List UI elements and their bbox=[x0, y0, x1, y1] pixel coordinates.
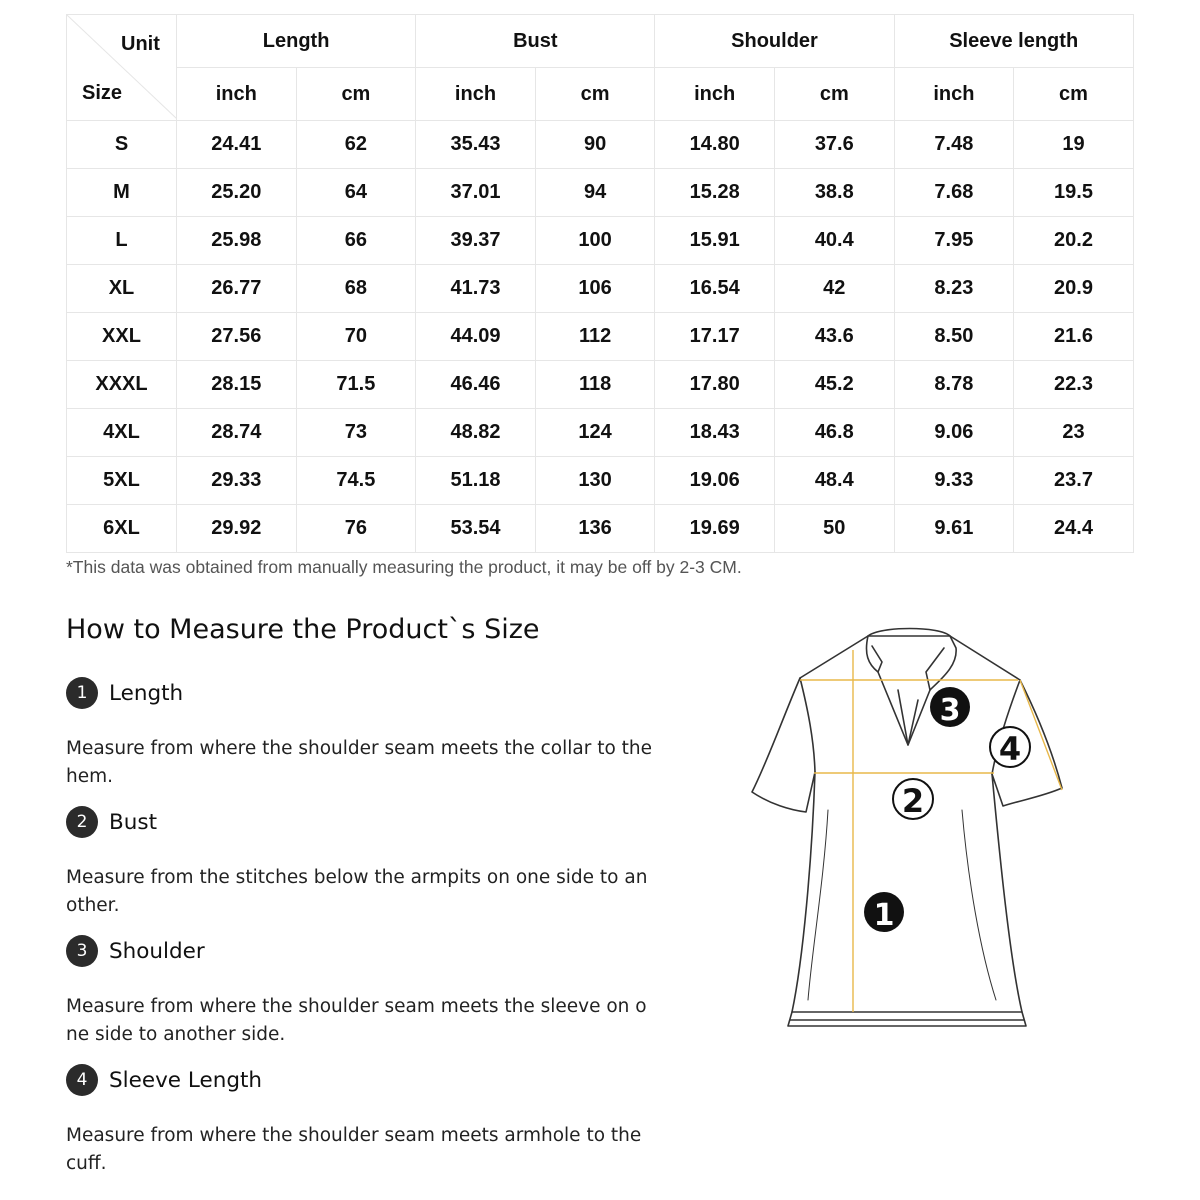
measurement-cell: 19.5 bbox=[1014, 169, 1134, 217]
measurement-cell: 73 bbox=[296, 409, 416, 457]
measurement-cell: 48.4 bbox=[774, 457, 894, 505]
measurement-cell: 45.2 bbox=[774, 361, 894, 409]
measurement-cell: 19.06 bbox=[655, 457, 775, 505]
measurement-cell: 51.18 bbox=[416, 457, 536, 505]
measurement-cell: 39.37 bbox=[416, 217, 536, 265]
measurement-cell: 18.43 bbox=[655, 409, 775, 457]
size-cell: 5XL bbox=[67, 457, 177, 505]
measurement-cell: 40.4 bbox=[774, 217, 894, 265]
unit-header-cell: inch bbox=[416, 68, 536, 121]
step-label: Bust bbox=[109, 809, 158, 835]
size-label: Size bbox=[82, 82, 123, 104]
step-label: Shoulder bbox=[109, 938, 205, 964]
marker-shoulder: 3 bbox=[939, 693, 961, 728]
step-description: Measure from where the shoulder seam meets the collar to the hem. bbox=[66, 738, 653, 787]
measurement-cell: 20.9 bbox=[1014, 265, 1134, 313]
table-row bbox=[67, 121, 1134, 169]
measurement-cell: 50 bbox=[774, 505, 894, 553]
measurement-cell: 48.82 bbox=[416, 409, 536, 457]
table-row bbox=[67, 361, 1134, 409]
measurement-cell: 53.54 bbox=[416, 505, 536, 553]
measurement-cell: 22.3 bbox=[1014, 361, 1134, 409]
measurement-cell: 37.6 bbox=[774, 121, 894, 169]
table-unit-header-row bbox=[67, 68, 1134, 121]
measurement-cell: 76 bbox=[296, 505, 416, 553]
measurement-note: *This data was obtained from manually measuring the product, it may be off by 2-3 CM. bbox=[66, 557, 742, 577]
size-cell: S bbox=[67, 121, 177, 169]
table-row bbox=[67, 505, 1134, 553]
table-row bbox=[67, 457, 1134, 505]
size-cell: XXXL bbox=[67, 361, 177, 409]
measurement-cell: 25.98 bbox=[177, 217, 297, 265]
measurement-cell: 74.5 bbox=[296, 457, 416, 505]
measurement-cell: 46.46 bbox=[416, 361, 536, 409]
group-header-sleeve-length: Sleeve length bbox=[894, 15, 1133, 68]
measurement-cell: 9.61 bbox=[894, 505, 1014, 553]
measurement-cell: 16.54 bbox=[655, 265, 775, 313]
measurement-cell: 8.78 bbox=[894, 361, 1014, 409]
measurement-cell: 7.48 bbox=[894, 121, 1014, 169]
measurement-cell: 46.8 bbox=[774, 409, 894, 457]
measurement-cell: 8.23 bbox=[894, 265, 1014, 313]
marker-sleeve-length: 4 bbox=[998, 730, 1022, 768]
measurement-cell: 37.01 bbox=[416, 169, 536, 217]
measurement-cell: 23.7 bbox=[1014, 457, 1134, 505]
group-header-bust: Bust bbox=[416, 15, 655, 68]
step-bust bbox=[66, 805, 656, 920]
table-row bbox=[67, 265, 1134, 313]
size-cell: L bbox=[67, 217, 177, 265]
measurement-cell: 9.33 bbox=[894, 457, 1014, 505]
measurement-cell: 68 bbox=[296, 265, 416, 313]
measurement-cell: 28.15 bbox=[177, 361, 297, 409]
table-group-header-row bbox=[67, 15, 1134, 68]
measurement-cell: 90 bbox=[535, 121, 655, 169]
measurement-cell: 124 bbox=[535, 409, 655, 457]
group-header-shoulder: Shoulder bbox=[655, 15, 894, 68]
step-number-badge: 2 bbox=[66, 806, 98, 838]
group-header-length: Length bbox=[177, 15, 416, 68]
unit-label: Unit bbox=[121, 33, 160, 55]
measurement-cell: 24.4 bbox=[1014, 505, 1134, 553]
measurement-cell: 43.6 bbox=[774, 313, 894, 361]
step-length bbox=[66, 676, 656, 791]
step-description: Measure from where the shoulder seam meets the sleeve on o ne side to another side. bbox=[66, 996, 647, 1045]
measurement-cell: 27.56 bbox=[177, 313, 297, 361]
measurement-cell: 38.8 bbox=[774, 169, 894, 217]
unit-header-cell: inch bbox=[894, 68, 1014, 121]
polo-shirt-diagram-icon bbox=[730, 600, 1090, 1060]
step-description: Measure from the stitches below the armpits on one side to an other. bbox=[66, 867, 648, 916]
step-number-badge: 1 bbox=[66, 677, 98, 709]
measurement-cell: 66 bbox=[296, 217, 416, 265]
step-description: Measure from where the shoulder seam meets armhole to the cuff. bbox=[66, 1125, 642, 1174]
step-number-badge: 3 bbox=[66, 935, 98, 967]
measurement-cell: 14.80 bbox=[655, 121, 775, 169]
size-cell: XXL bbox=[67, 313, 177, 361]
measurement-cell: 15.28 bbox=[655, 169, 775, 217]
measurement-cell: 35.43 bbox=[416, 121, 536, 169]
measurement-cell: 29.92 bbox=[177, 505, 297, 553]
marker-length: 1 bbox=[873, 898, 895, 933]
measurement-cell: 100 bbox=[535, 217, 655, 265]
size-cell: 6XL bbox=[67, 505, 177, 553]
measurement-cell: 28.74 bbox=[177, 409, 297, 457]
step-sleeve-length bbox=[66, 1063, 656, 1178]
marker-bust: 2 bbox=[901, 782, 925, 820]
table-row bbox=[67, 409, 1134, 457]
corner-header-cell bbox=[67, 15, 177, 121]
measurement-cell: 20.2 bbox=[1014, 217, 1134, 265]
step-label: Sleeve Length bbox=[109, 1067, 263, 1093]
measurement-cell: 62 bbox=[296, 121, 416, 169]
size-chart-table bbox=[66, 14, 1134, 553]
unit-header-cell: cm bbox=[296, 68, 416, 121]
measurement-cell: 7.95 bbox=[894, 217, 1014, 265]
measurement-cell: 23 bbox=[1014, 409, 1134, 457]
table-row bbox=[67, 217, 1134, 265]
measurement-cell: 130 bbox=[535, 457, 655, 505]
measurement-cell: 19.69 bbox=[655, 505, 775, 553]
measurement-cell: 41.73 bbox=[416, 265, 536, 313]
unit-header-cell: inch bbox=[655, 68, 775, 121]
table-row bbox=[67, 313, 1134, 361]
measurement-cell: 21.6 bbox=[1014, 313, 1134, 361]
measurement-cell: 71.5 bbox=[296, 361, 416, 409]
measurement-cell: 26.77 bbox=[177, 265, 297, 313]
table-row bbox=[67, 169, 1134, 217]
measurement-cell: 17.80 bbox=[655, 361, 775, 409]
unit-header-cell: cm bbox=[1014, 68, 1134, 121]
measurement-cell: 106 bbox=[535, 265, 655, 313]
measurement-cell: 94 bbox=[535, 169, 655, 217]
size-cell: M bbox=[67, 169, 177, 217]
measurement-cell: 19 bbox=[1014, 121, 1134, 169]
measurement-cell: 24.41 bbox=[177, 121, 297, 169]
measurement-cell: 64 bbox=[296, 169, 416, 217]
measurement-cell: 25.20 bbox=[177, 169, 297, 217]
size-cell: XL bbox=[67, 265, 177, 313]
unit-header-cell: inch bbox=[177, 68, 297, 121]
measurement-cell: 42 bbox=[774, 265, 894, 313]
measurement-cell: 29.33 bbox=[177, 457, 297, 505]
guide-title: How to Measure the Product`s Size bbox=[66, 614, 540, 645]
measurement-cell: 15.91 bbox=[655, 217, 775, 265]
measurement-cell: 112 bbox=[535, 313, 655, 361]
measurement-cell: 70 bbox=[296, 313, 416, 361]
step-shoulder bbox=[66, 934, 656, 1049]
measurement-cell: 9.06 bbox=[894, 409, 1014, 457]
unit-header-cell: cm bbox=[535, 68, 655, 121]
size-cell: 4XL bbox=[67, 409, 177, 457]
step-number-badge: 4 bbox=[66, 1064, 98, 1096]
size-table-body bbox=[67, 121, 1134, 553]
measurement-cell: 7.68 bbox=[894, 169, 1014, 217]
step-label: Length bbox=[109, 680, 184, 706]
measurement-cell: 8.50 bbox=[894, 313, 1014, 361]
measurement-cell: 17.17 bbox=[655, 313, 775, 361]
measurement-cell: 136 bbox=[535, 505, 655, 553]
measurement-cell: 44.09 bbox=[416, 313, 536, 361]
unit-header-cell: cm bbox=[774, 68, 894, 121]
measurement-cell: 118 bbox=[535, 361, 655, 409]
